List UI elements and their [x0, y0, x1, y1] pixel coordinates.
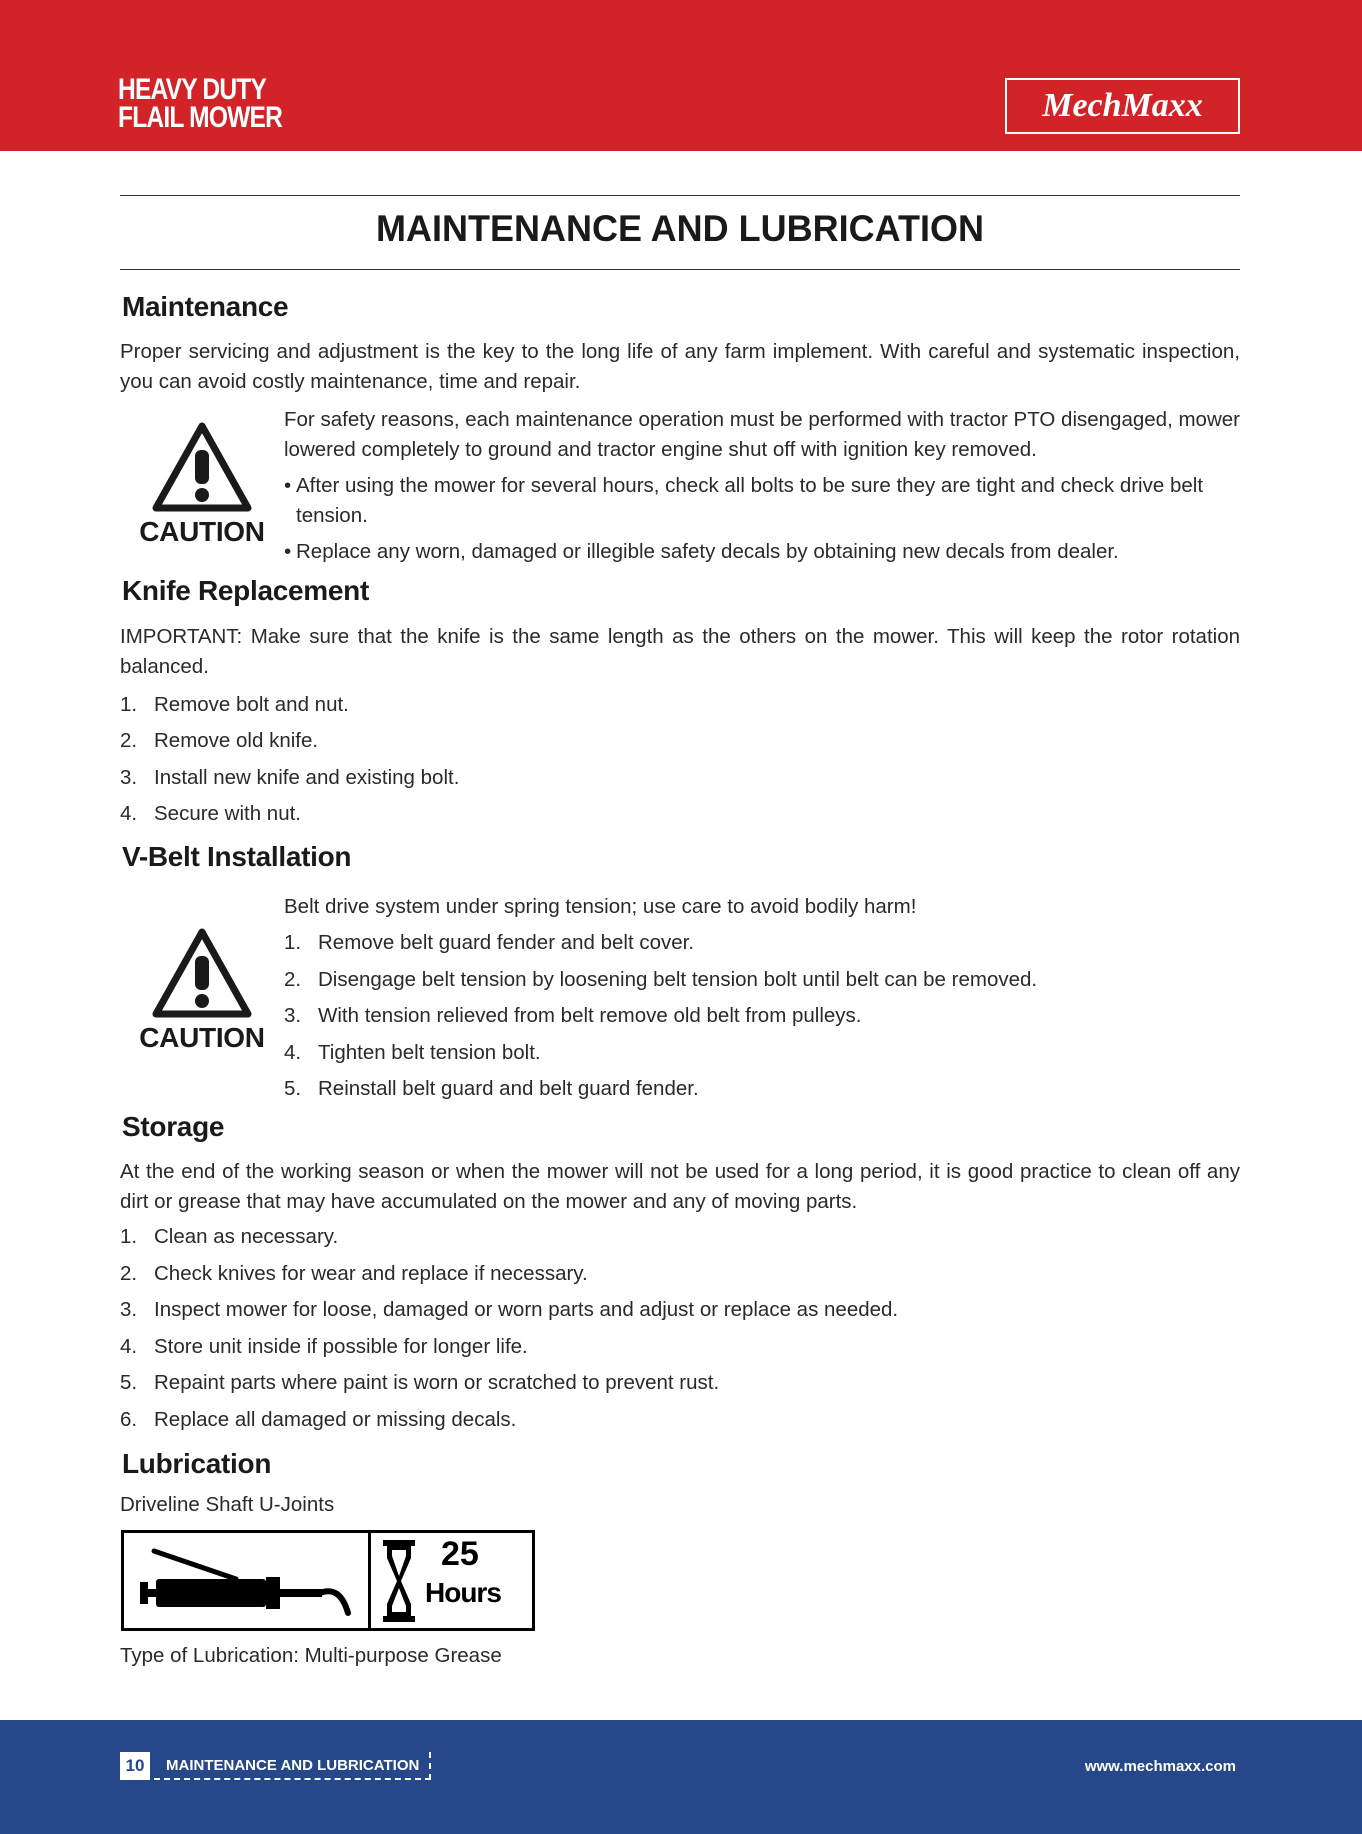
page-title: MAINTENANCE AND LUBRICATION: [376, 207, 984, 250]
page-header: [0, 0, 1362, 151]
caution-label: CAUTION: [139, 1022, 265, 1053]
caution-label: CAUTION: [139, 516, 265, 547]
warning-triangle-icon: [150, 420, 254, 514]
caution-block-maintenance: [132, 420, 272, 548]
maintenance-heading: Maintenance: [122, 291, 289, 322]
maintenance-intro: Proper servicing and adjustment is the key to the long life of any farm implement. With careful and systematic inspection, you can avoid costly maintenance, time and repair.: [120, 340, 1240, 393]
maintenance-caution-text: For safety reasons, each maintenance operation must be performed with tractor PTO disengaged, mower lowered completely to ground and tractor engine shut off with ignition key removed.: [284, 408, 1240, 461]
warning-triangle-icon: [150, 926, 254, 1020]
title-rule-bottom: [120, 269, 1240, 270]
maintenance-bullet: • After using the mower for several hours, check all bolts to be sure they are tight and check drive belt tension.: [284, 471, 1240, 531]
caution-block-vbelt: [132, 926, 272, 1054]
grease-gun-icon: [124, 1533, 371, 1628]
product-title-line2: FLAIL MOWER: [118, 101, 283, 134]
lubrication-type: Type of Lubrication: Multi-purpose Grease: [120, 1644, 502, 1667]
interval-value: 25: [441, 1535, 479, 1573]
lubrication-subheading: Driveline Shaft U-Joints: [120, 1493, 335, 1516]
bullet-text: Replace any worn, damaged or illegible safety decals by obtaining new decals from dealer.: [296, 540, 1119, 563]
vbelt-warning: Belt drive system under spring tension; use care to avoid bodily harm!: [284, 895, 917, 918]
lubrication-interval-decal: [121, 1530, 535, 1631]
brand-logo: MechMaxx: [1005, 78, 1240, 134]
page-footer: [0, 1720, 1362, 1834]
storage-intro: At the end of the working season or when the mower will not be used for a long period, it is good practice to clean off any dirt or grease that may have accumulated on the mower and any of moving parts.: [120, 1160, 1240, 1213]
interval-panel: [371, 1533, 532, 1628]
interval-unit: Hours: [425, 1577, 501, 1608]
title-rule-top: [120, 195, 1240, 196]
vbelt-heading: V-Belt Installation: [122, 841, 352, 872]
knife-heading: Knife Replacement: [122, 575, 369, 606]
product-title: [118, 73, 283, 134]
lubrication-heading: Lubrication: [122, 1448, 272, 1479]
storage-heading: Storage: [122, 1111, 225, 1142]
hourglass-icon: [379, 1536, 419, 1626]
maintenance-bullet: • Replace any worn, damaged or illegible safety decals by obtaining new decals from dealer.: [284, 537, 1240, 567]
bullet-text: After using the mower for several hours, check all bolts to be sure they are tight and check drive belt tension.: [296, 474, 1204, 527]
knife-important: IMPORTANT: Make sure that the knife is the same length as the others on the mower. This will keep the rotor rotation balanced.: [120, 625, 1240, 678]
footer-section-label: MAINTENANCE AND LUBRICATION: [154, 1752, 431, 1780]
page-number: 10: [120, 1752, 150, 1780]
website-link[interactable]: www.mechmaxx.com: [1084, 1758, 1236, 1775]
product-title-line1: HEAVY DUTY: [118, 73, 267, 106]
